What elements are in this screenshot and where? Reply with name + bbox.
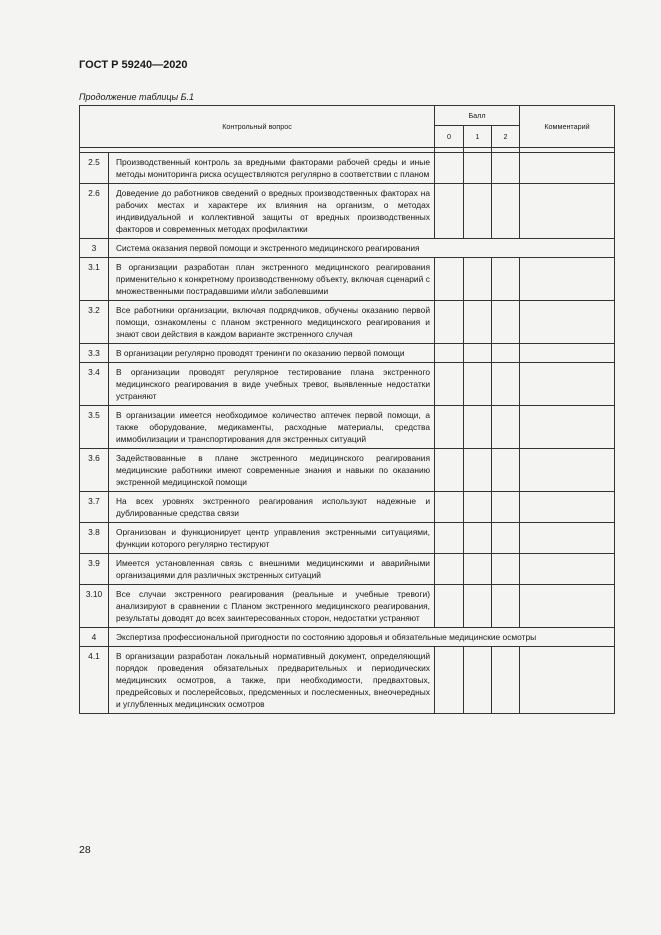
question-text: Имеется установленная связь с внешними медицинскими и аварийными организациями для различных экстренных ситуаций xyxy=(109,554,435,585)
score-2-cell[interactable] xyxy=(492,492,520,523)
row-number: 3.10 xyxy=(80,585,109,628)
question-text: Доведение до работников сведений о вредных производственных факторах на рабочих местах и характере их влияния на организм, о методах индивидуальной и коллективной защиты от вредных производственных факторов и современных методах профилактики xyxy=(109,184,435,239)
score-1-header: 1 xyxy=(464,126,492,148)
score-2-cell[interactable] xyxy=(492,153,520,184)
question-text: Производственный контроль за вредными факторами рабочей среды и иные методы мониторинга риска осуществляются регулярно в соответствии с планом xyxy=(109,153,435,184)
score-2-cell[interactable] xyxy=(492,363,520,406)
comment-cell[interactable] xyxy=(520,449,615,492)
comment-cell[interactable] xyxy=(520,406,615,449)
comment-cell[interactable] xyxy=(520,492,615,523)
score-2-cell[interactable] xyxy=(492,449,520,492)
row-number: 3.8 xyxy=(80,523,109,554)
comment-cell[interactable] xyxy=(520,554,615,585)
question-text: Задействованные в плане экстренного медицинского реагирования медицинские работники имеют современные знания и навыки по оказанию экстренной медицинской помощи xyxy=(109,449,435,492)
page-number: 28 xyxy=(79,844,91,856)
score-1-cell[interactable] xyxy=(464,647,492,714)
score-1-cell[interactable] xyxy=(464,492,492,523)
row-number: 2.5 xyxy=(80,153,109,184)
question-text: В организации имеется необходимое количество аптечек первой помощи, а также оборудование, медикаменты, расходные материалы, средства иммобилизации и транспортирования для экстренных ситуаций xyxy=(109,406,435,449)
table-row xyxy=(80,449,615,492)
score-2-cell[interactable] xyxy=(492,406,520,449)
score-2-header: 2 xyxy=(492,126,520,148)
table-row xyxy=(80,363,615,406)
comment-cell[interactable] xyxy=(520,647,615,714)
score-2-cell[interactable] xyxy=(492,258,520,301)
row-number: 3.9 xyxy=(80,554,109,585)
comment-cell[interactable] xyxy=(520,153,615,184)
row-number: 3.5 xyxy=(80,406,109,449)
score-0-cell[interactable] xyxy=(435,585,464,628)
score-0-cell[interactable] xyxy=(435,258,464,301)
table-row xyxy=(80,523,615,554)
score-0-cell[interactable] xyxy=(435,153,464,184)
row-number: 3.2 xyxy=(80,301,109,344)
row-number: 3.4 xyxy=(80,363,109,406)
standard-code: ГОСТ Р 59240—2020 xyxy=(79,59,188,71)
table-row xyxy=(80,647,615,714)
question-text: Все случаи экстренного реагирования (реальные и учебные тревоги) анализируют в сравнении с Планом экстренного медицинского реагирования, результаты доводят до всех заинтересованных сторон, недостатки устраняют xyxy=(109,585,435,628)
table-row xyxy=(80,406,615,449)
comment-cell[interactable] xyxy=(520,523,615,554)
row-number: 4.1 xyxy=(80,647,109,714)
comment-cell[interactable] xyxy=(520,258,615,301)
score-2-cell[interactable] xyxy=(492,647,520,714)
section-row xyxy=(80,239,615,258)
question-text: В организации регулярно проводят тренинги по оказанию первой помощи xyxy=(109,344,435,363)
section-row xyxy=(80,628,615,647)
question-text: В организации разработан локальный нормативный документ, определяющий порядок проведения обязательных предварительных и периодических медицинских осмотров, а также, при необходимости, предвахтовых, предрейсовых и послерейсовых, предсменных и послесменных, внеочередных и углубленных медицинских осмотров xyxy=(109,647,435,714)
score-0-header: 0 xyxy=(435,126,464,148)
table-row xyxy=(80,258,615,301)
score-2-cell[interactable] xyxy=(492,344,520,363)
score-1-cell[interactable] xyxy=(464,184,492,239)
table-row xyxy=(80,301,615,344)
score-1-cell[interactable] xyxy=(464,344,492,363)
score-1-cell[interactable] xyxy=(464,406,492,449)
row-number: 3 xyxy=(80,239,109,258)
score-2-cell[interactable] xyxy=(492,523,520,554)
score-2-cell[interactable] xyxy=(492,184,520,239)
question-text: Все работники организации, включая подрядчиков, обучены оказанию первой помощи, ознакомлены с планом экстренного медицинского реагирования и знают свои действия в каждом варианте экстренного случая xyxy=(109,301,435,344)
comment-cell[interactable] xyxy=(520,363,615,406)
score-1-cell[interactable] xyxy=(464,554,492,585)
row-number: 4 xyxy=(80,628,109,647)
table-caption: Продолжение таблицы Б.1 xyxy=(79,92,195,102)
question-text: В организации проводят регулярное тестирование плана экстренного медицинского реагирования в виде учебных тревог, выявленные недостатки устраняют xyxy=(109,363,435,406)
column-header-comment: Комментарий xyxy=(520,106,615,148)
score-1-cell[interactable] xyxy=(464,363,492,406)
column-header-score: Балл xyxy=(435,106,520,126)
row-number: 2.6 xyxy=(80,184,109,239)
checklist-table xyxy=(79,105,615,714)
score-1-cell[interactable] xyxy=(464,301,492,344)
table-row xyxy=(80,585,615,628)
section-title: Экспертиза профессиональной пригодности по состоянию здоровья и обязательные медицинские осмотры xyxy=(109,628,615,647)
row-number: 3.7 xyxy=(80,492,109,523)
score-1-cell[interactable] xyxy=(464,585,492,628)
score-1-cell[interactable] xyxy=(464,449,492,492)
score-1-cell[interactable] xyxy=(464,258,492,301)
row-number: 3.6 xyxy=(80,449,109,492)
comment-cell[interactable] xyxy=(520,301,615,344)
question-text: В организации разработан план экстренного медицинского реагирования применительно к конкретному производственному объекту, включая сценарий с множественными пострадавшими и/или заболевшими xyxy=(109,258,435,301)
table-row xyxy=(80,184,615,239)
score-0-cell[interactable] xyxy=(435,647,464,714)
score-0-cell[interactable] xyxy=(435,184,464,239)
score-0-cell[interactable] xyxy=(435,363,464,406)
row-number: 3.3 xyxy=(80,344,109,363)
score-2-cell[interactable] xyxy=(492,301,520,344)
score-0-cell[interactable] xyxy=(435,492,464,523)
row-number: 3.1 xyxy=(80,258,109,301)
comment-cell[interactable] xyxy=(520,184,615,239)
score-0-cell[interactable] xyxy=(435,554,464,585)
comment-cell[interactable] xyxy=(520,344,615,363)
score-1-cell[interactable] xyxy=(464,153,492,184)
score-0-cell[interactable] xyxy=(435,344,464,363)
question-text: Организован и функционирует центр управления экстренными ситуациями, функции которого регулярно тестируют xyxy=(109,523,435,554)
table-row xyxy=(80,554,615,585)
table-row xyxy=(80,492,615,523)
question-text: На всех уровнях экстренного реагирования используют надежные и дублированные средства связи xyxy=(109,492,435,523)
score-2-cell[interactable] xyxy=(492,554,520,585)
score-0-cell[interactable] xyxy=(435,523,464,554)
score-0-cell[interactable] xyxy=(435,406,464,449)
column-header-question: Контрольный вопрос xyxy=(80,106,435,148)
table-row xyxy=(80,153,615,184)
comment-cell[interactable] xyxy=(520,585,615,628)
section-title: Система оказания первой помощи и экстренного медицинского реагирования xyxy=(109,239,615,258)
score-0-cell[interactable] xyxy=(435,301,464,344)
score-1-cell[interactable] xyxy=(464,523,492,554)
table-row xyxy=(80,344,615,363)
score-2-cell[interactable] xyxy=(492,585,520,628)
score-0-cell[interactable] xyxy=(435,449,464,492)
